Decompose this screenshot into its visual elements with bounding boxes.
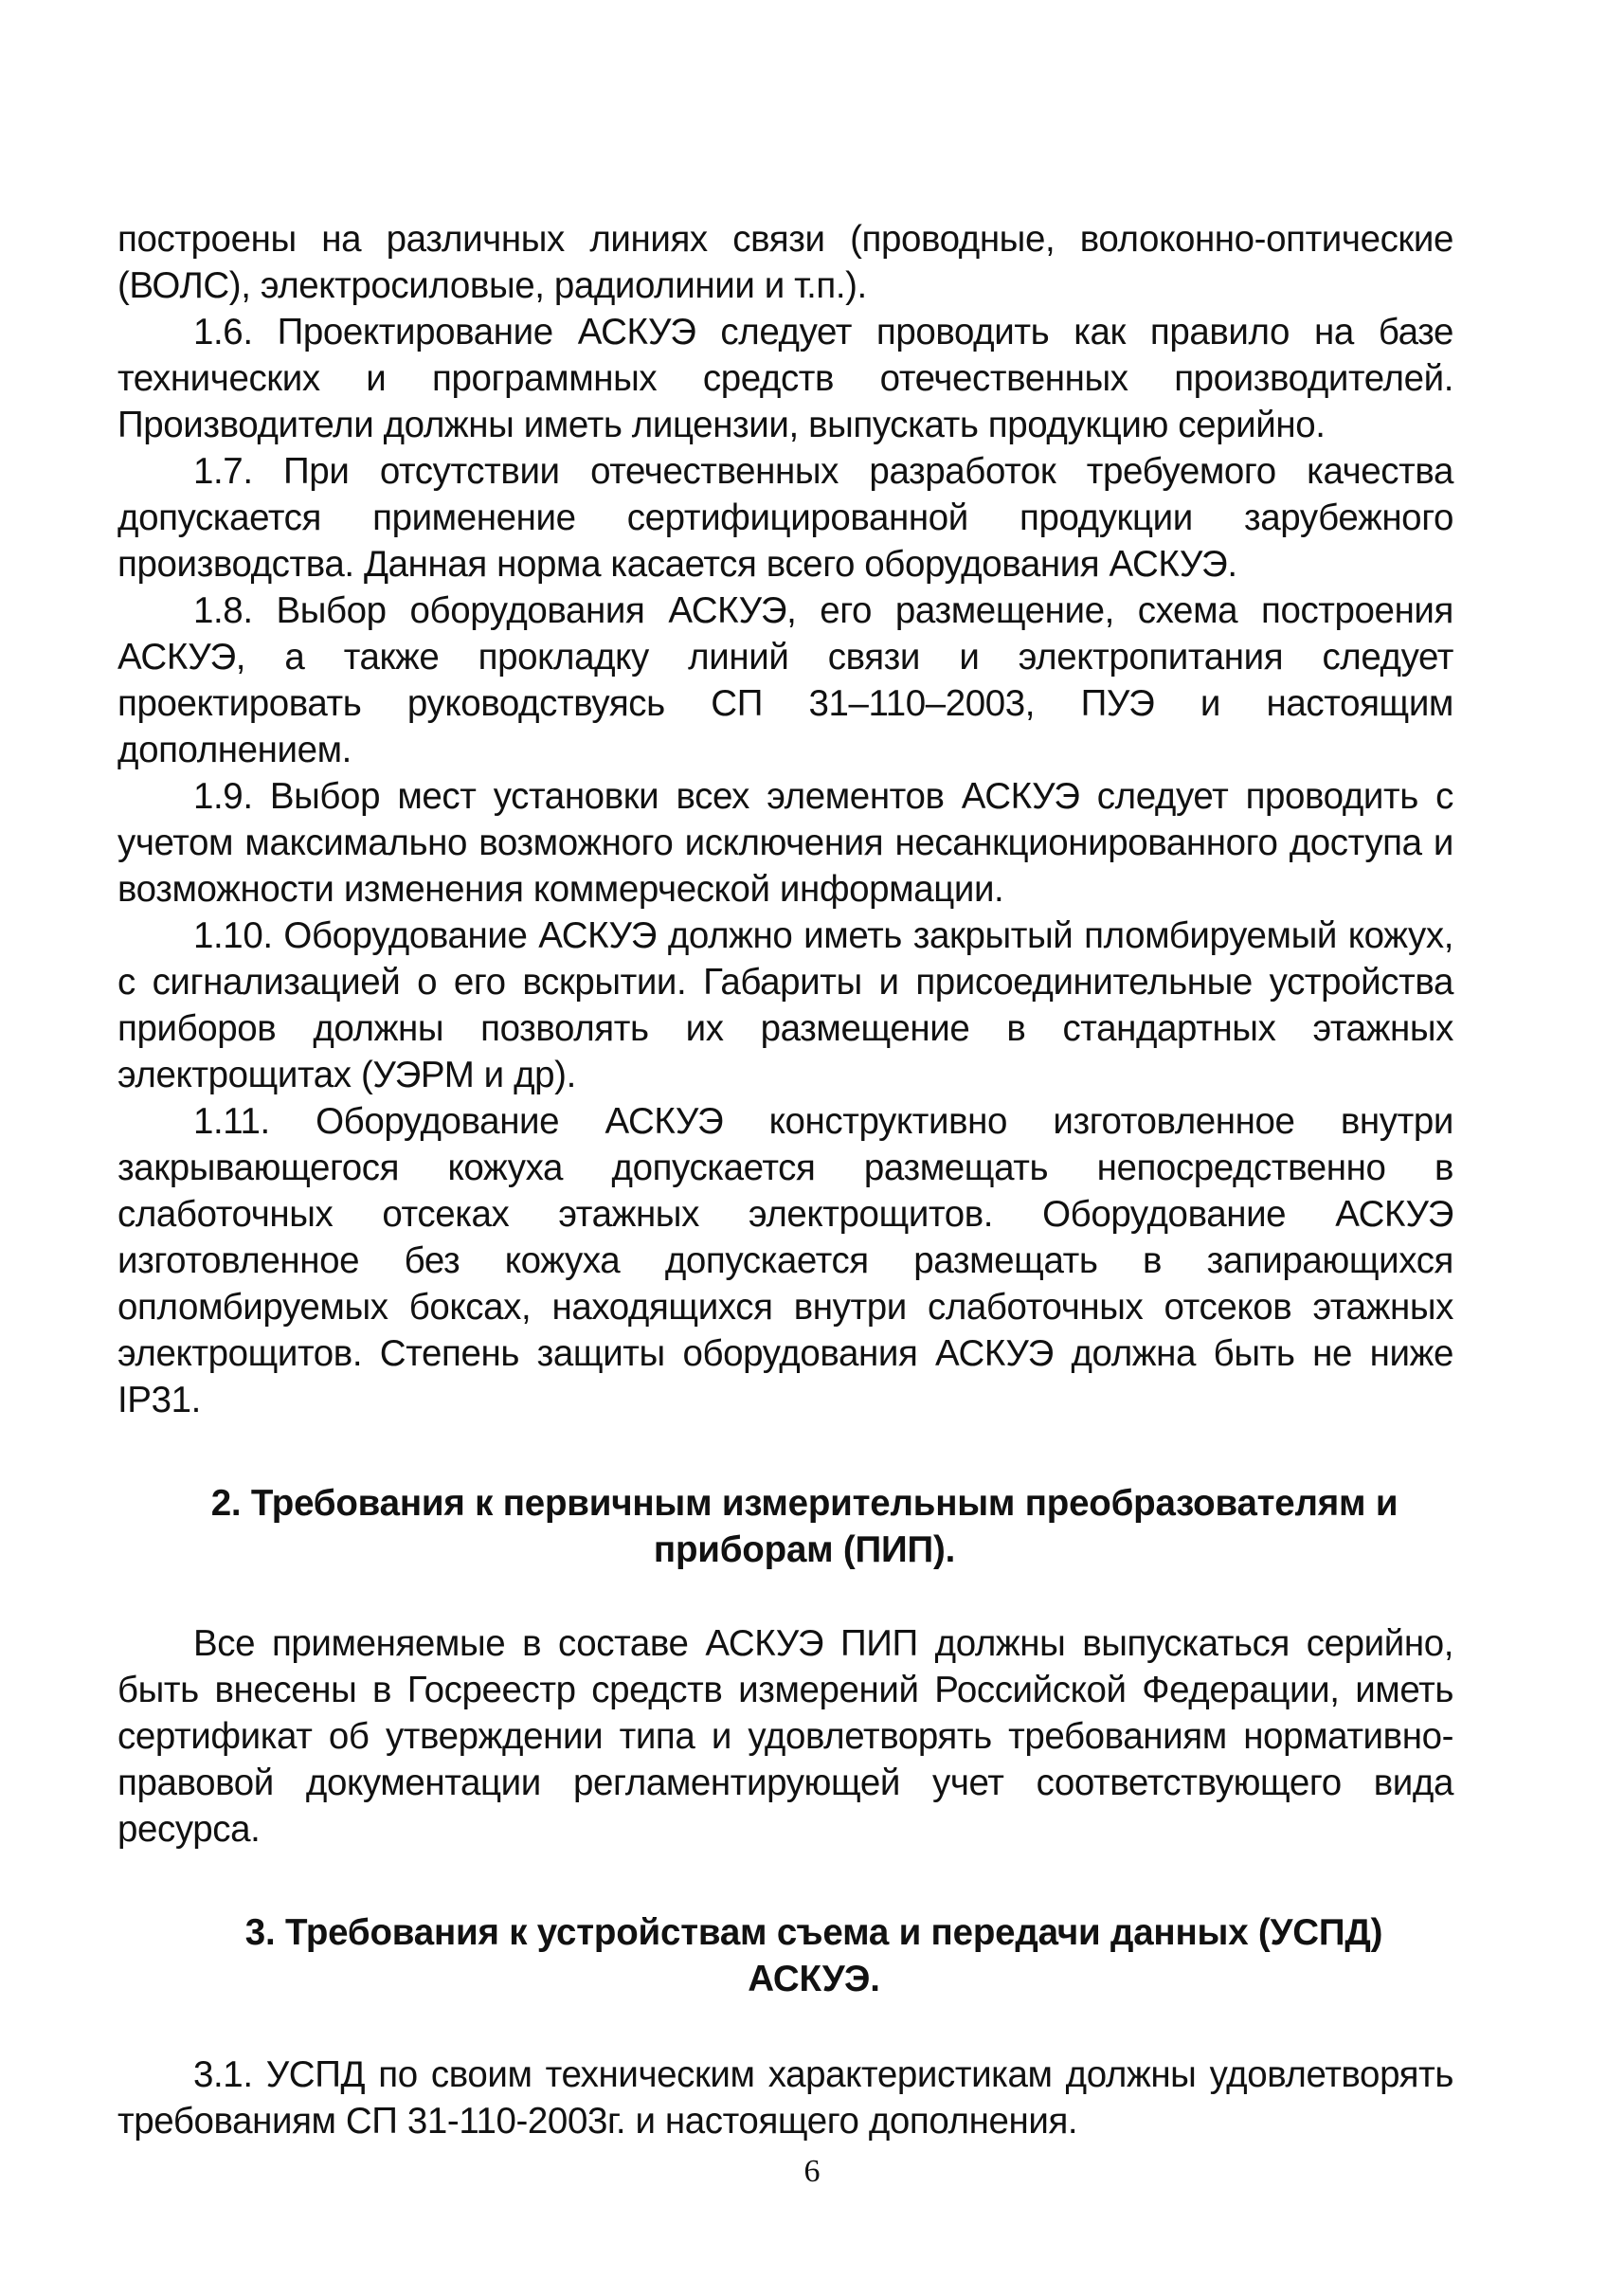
document-body: [117, 216, 1453, 2144]
paragraph-1-11: 1.11. Оборудование АСКУЭ конструктивно изготовленное внутри закрывающегося кожуха допускается размещать непосредственно в слаботочных отсеках этажных электрощитов. Оборудование АСКУЭ изготовленное без кожуха допускается размещать в запирающихся опломбируемых боксах, находящихся внутри слаботочных отсеков этажных электрощитов. Степень защиты оборудования АСКУЭ должна быть не ниже IP31.: [117, 1101, 1453, 1420]
section-2-text: Все применяемые в составе АСКУЭ ПИП должны выпускаться серийно, быть внесены в Госреестр средств измерений Российской Федерации, иметь сертификат об утверждении типа и удовлетворять требованиям нормативно-правовой документации регламентирующей учет соответствующего вида ресурса.: [117, 1623, 1453, 1850]
paragraph-1-6: 1.6. Проектирование АСКУЭ следует проводить как правило на базе технических и программных средств отечественных производителей. Производители должны иметь лицензии, выпускать продукцию серийно.: [117, 312, 1453, 445]
section-3-heading: 3. Требования к устройствам съема и передачи данных (УСПД) АСКУЭ.: [244, 1912, 1383, 1999]
paragraph-1-10: 1.10. Оборудование АСКУЭ должно иметь закрытый пломбируемый кожух, с сигнализацией о его вскрытии. Габариты и присоединительные устройства приборов должны позволять их размещение в стандартных этажных электрощитах (УЭРМ и др).: [117, 915, 1453, 1095]
paragraph-1-8: 1.8. Выбор оборудования АСКУЭ, его размещение, схема построения АСКУЭ, а также прокладку линий связи и электропитания следует проектировать руководствуясь СП 31–110–2003, ПУЭ и настоящим дополнением.: [117, 590, 1453, 770]
paragraph-continuation: построены на различных линиях связи (проводные, волоконно-оптические (ВОЛС), электросиловые, радиолинии и т.п.).: [117, 219, 1453, 306]
paragraph-3-1: 3.1. УСПД по своим техническим характеристикам должны удовлетворять требованиям СП 31-110-2003г. и настоящего дополнения.: [117, 2054, 1453, 2142]
page-number: 6: [803, 2154, 821, 2189]
section-2-heading: 2. Требования к первичным измерительным преобразователям и приборам (ПИП).: [210, 1483, 1398, 1570]
paragraph-1-7: 1.7. При отсутствии отечественных разработок требуемого качества допускается применение сертифицированной продукции зарубежного производства. Данная норма касается всего оборудования АСКУЭ.: [117, 451, 1453, 585]
paragraph-1-9: 1.9. Выбор мест установки всех элементов АСКУЭ следует проводить с учетом максимально возможного исключения несанкционированного доступа и возможности изменения коммерческой информации.: [117, 776, 1453, 910]
